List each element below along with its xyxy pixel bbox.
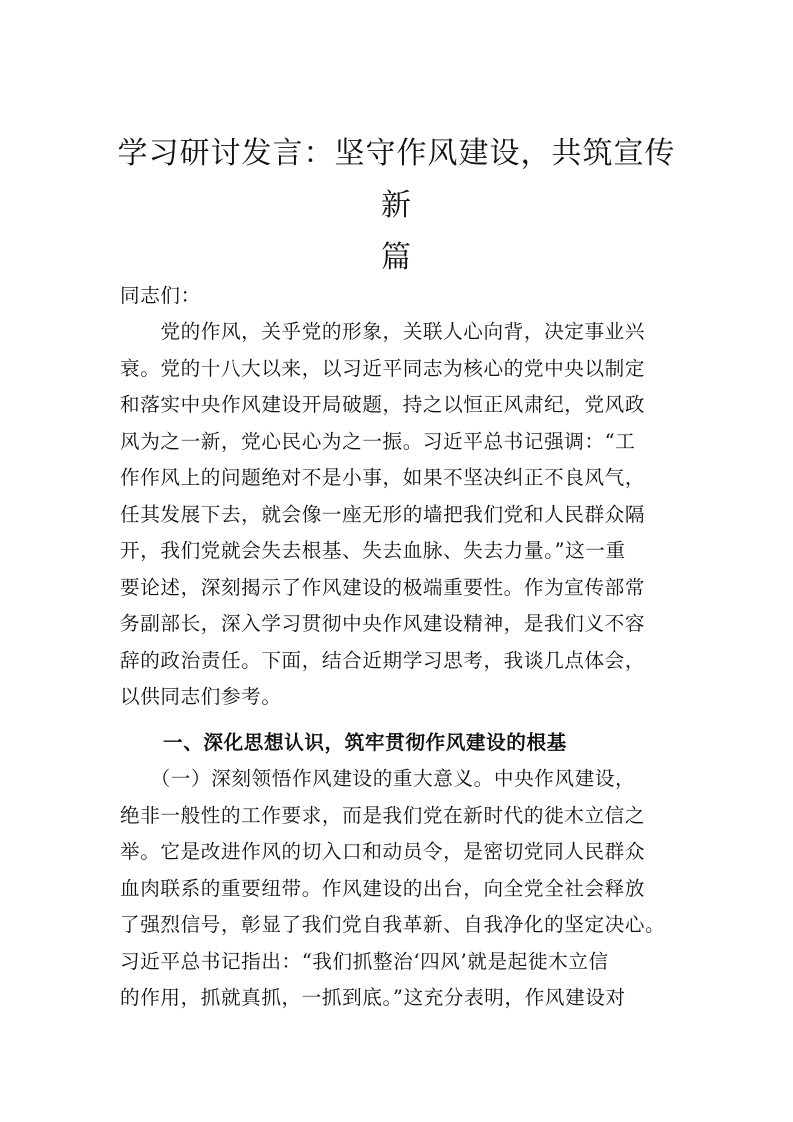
- paragraph-line: 任其发展下去，就会像一座无形的墙把我们党和人民群众隔: [120, 502, 646, 526]
- paragraph-line: 血肉联系的重要纽带。作风建设的出台，向全党全社会释放: [120, 876, 646, 900]
- paragraph-line: 举。它是改进作风的切入口和动员令，是密切党同人民群众: [120, 840, 646, 863]
- paragraph-intro: [120, 314, 673, 716]
- salutation: 同志们：: [120, 284, 201, 307]
- paragraph-line: 的作用，抓就真抓，一抓到底。”这充分表明，作风建设对: [120, 986, 626, 1009]
- paragraph-line: 开，我们党就会失去根基、失去血脉、失去力量。”这一重: [120, 539, 626, 562]
- paragraph-line: 了强烈信号，彰显了我们党自我革新、自我净化的坚定决心。: [120, 913, 666, 936]
- section-heading: 一、深化思想认识，筑牢贯彻作风建设的根基: [163, 731, 567, 754]
- paragraph-line: 党的作风，关乎党的形象，关联人心向背，决定事业兴: [120, 320, 646, 343]
- paragraph-line: 辞的政治责任。下面，结合近期学习思考，我谈几点体会，: [120, 648, 646, 672]
- title-line: 学习研讨发言：坚守作风建设，共筑宣传新: [117, 136, 676, 223]
- paragraph-section-1: [120, 761, 673, 1017]
- paragraph-line: 要论述，深刻揭示了作风建设的极端重要性。作为宣传部常: [120, 575, 646, 599]
- paragraph-line: （一）深刻领悟作风建设的重大意义。中央作风建设，: [120, 767, 636, 790]
- paragraph-line: 绝非一般性的工作要求，而是我们党在新时代的徙木立信之: [120, 803, 646, 827]
- title-line: 篇: [381, 240, 412, 275]
- paragraph-line: 和落实中央作风建设开局破题，持之以恒正风肃纪，党风政: [120, 393, 646, 416]
- document-title: [110, 128, 683, 284]
- paragraph-line: 作作风上的问题绝对不是小事，如果不坚决纠正不良风气，: [120, 466, 646, 489]
- paragraph-line: 习近平总书记指出：“我们抓整治‘四风’就是起徙木立信: [120, 949, 609, 973]
- paragraph-line: 风为之一新，党心民心为之一振。习近平总书记强调：“工: [120, 429, 636, 453]
- paragraph-line: 以供同志们参考。: [120, 685, 282, 708]
- paragraph-line: 衰。党的十八大以来，以习近平同志为核心的党中央以制定: [120, 356, 646, 380]
- paragraph-line: 务副部长，深入学习贯彻中央作风建设精神，是我们义不容: [120, 612, 646, 635]
